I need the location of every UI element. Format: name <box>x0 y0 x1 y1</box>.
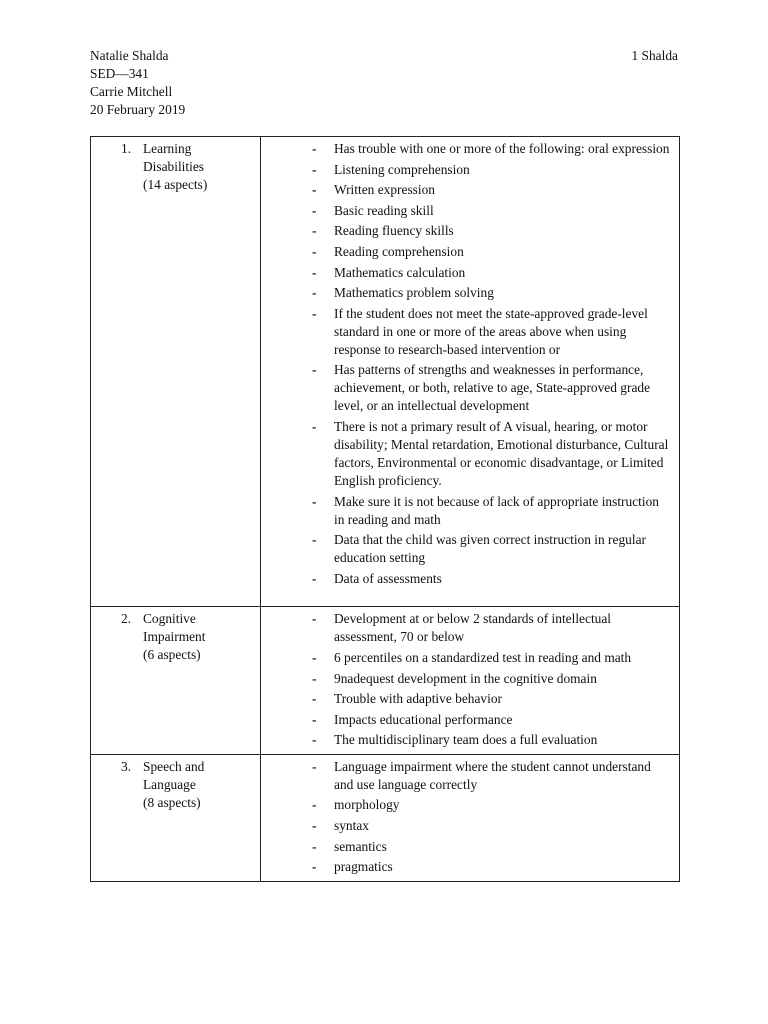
list-item <box>312 531 671 567</box>
category-label <box>91 755 260 816</box>
document-date: 20 February 2019 <box>90 102 186 117</box>
criteria-cell <box>261 754 680 881</box>
category-title-line: (6 aspects) <box>143 647 201 663</box>
bullet-dash: - <box>312 418 317 434</box>
criteria-cell <box>261 137 680 607</box>
bullet-dash: - <box>312 732 317 748</box>
category-number: 1. <box>121 141 132 156</box>
list-item-text: Listening comprehension <box>334 161 470 177</box>
list-item <box>312 361 671 415</box>
list-item-text: Written expression <box>334 182 435 198</box>
criteria-cell <box>261 607 680 755</box>
cell-spacer <box>261 592 679 606</box>
category-title <box>143 140 253 194</box>
category-title-line: Impairment <box>143 629 206 645</box>
bullet-dash: - <box>312 818 317 834</box>
bullet-dash: - <box>312 362 317 378</box>
list-item-text: If the student does not meet the state-approved grade-level standard in one or more of the areas above when using response to research-based intervention or <box>334 305 648 357</box>
category-number: 3. <box>121 758 132 774</box>
page-number: 1 Shalda <box>631 48 678 63</box>
bullet-dash: - <box>312 182 317 198</box>
list-item-text: Has trouble with one or more of the following: oral expression <box>334 141 670 156</box>
list-item-text: Basic reading skill <box>334 202 434 218</box>
list-item <box>312 858 671 876</box>
bullet-dash: - <box>312 649 317 665</box>
list-item-text: Has patterns of strengths and weaknesses in performance, achievement, or both, relative to age, State-approved grade level, or an intellectual development <box>334 362 651 414</box>
category-title-line: Disabilities <box>143 159 204 174</box>
bullet-dash: - <box>312 305 317 321</box>
list-item-text: Data of assessments <box>334 570 442 586</box>
list-item-text: There is not a primary result of A visual, hearing, or motor disability; Mental retardation, Emotional disturbance, Cultural factors, Environmental or economic disadvantage, or Limited English proficiency. <box>334 418 669 488</box>
list-item-text: The multidisciplinary team does a full evaluation <box>334 732 598 748</box>
list-item <box>312 731 671 749</box>
list-item-text: Impacts educational performance <box>334 711 513 727</box>
category-title <box>143 758 253 812</box>
criteria-list <box>261 137 679 592</box>
bullet-dash: - <box>312 670 317 686</box>
list-item <box>312 305 671 359</box>
list-item <box>312 649 671 667</box>
bullet-dash: - <box>312 264 317 280</box>
bullet-dash: - <box>312 611 317 627</box>
list-item <box>312 690 671 708</box>
instructor-name: Carrie Mitchell <box>90 84 173 99</box>
list-item-text: semantics <box>334 838 387 854</box>
list-item <box>312 243 671 261</box>
table-row <box>91 754 680 881</box>
category-title-line: Speech and <box>143 758 205 774</box>
list-item-text: pragmatics <box>334 859 393 875</box>
list-item-text: 9nadequest development in the cognitive domain <box>334 670 597 686</box>
category-title <box>143 610 253 664</box>
list-item <box>312 670 671 688</box>
list-item-text: Reading fluency skills <box>334 223 454 239</box>
criteria-list <box>261 607 679 754</box>
course-code: SED—341 <box>90 66 149 81</box>
category-cell <box>91 754 261 881</box>
list-item <box>312 161 671 179</box>
list-item <box>312 570 671 588</box>
bullet-dash: - <box>312 691 317 707</box>
author-name: Natalie Shalda <box>90 48 169 63</box>
criteria-list <box>261 755 679 881</box>
list-item <box>312 817 671 835</box>
list-item <box>312 264 671 282</box>
list-item <box>312 284 671 302</box>
bullet-dash: - <box>312 532 317 548</box>
bullet-dash: - <box>312 223 317 239</box>
table-row <box>91 137 680 607</box>
category-title-line: (14 aspects) <box>143 177 208 192</box>
list-item <box>312 222 671 240</box>
list-item <box>312 711 671 729</box>
list-item <box>312 181 671 199</box>
category-cell <box>91 137 261 607</box>
category-label <box>91 607 260 668</box>
category-title-line: Learning <box>143 141 192 156</box>
list-item-text: Trouble with adaptive behavior <box>334 691 502 707</box>
list-item-text: morphology <box>334 797 400 813</box>
list-item <box>312 796 671 814</box>
bullet-dash: - <box>312 141 317 156</box>
category-title-line: Cognitive <box>143 611 196 627</box>
list-item-text: Data that the child was given correct instruction in regular education setting <box>334 532 646 566</box>
bullet-dash: - <box>312 202 317 218</box>
bullet-dash: - <box>312 161 317 177</box>
list-item <box>312 202 671 220</box>
category-title-line: (8 aspects) <box>143 794 201 810</box>
list-item <box>312 493 671 529</box>
category-title-line: Language <box>143 776 196 792</box>
bullet-dash: - <box>312 285 317 301</box>
list-item-text: Language impairment where the student cannot understand and use language correctly <box>334 758 651 792</box>
list-item <box>312 140 671 158</box>
category-number: 2. <box>121 611 132 627</box>
list-item-text: Reading comprehension <box>334 243 464 259</box>
bullet-dash: - <box>312 797 317 813</box>
bullet-dash: - <box>312 243 317 259</box>
bullet-dash: - <box>312 570 317 586</box>
list-item-text: Development at or below 2 standards of intellectual assessment, 70 or below <box>334 611 612 645</box>
bullet-dash: - <box>312 859 317 875</box>
list-item-text: Mathematics problem solving <box>334 285 494 301</box>
bullet-dash: - <box>312 711 317 727</box>
bullet-dash: - <box>312 838 317 854</box>
list-item-text: Make sure it is not because of lack of appropriate instruction in reading and math <box>334 493 659 527</box>
bullet-dash: - <box>312 758 317 774</box>
category-label <box>91 137 260 198</box>
list-item-text: Mathematics calculation <box>334 264 466 280</box>
disability-table <box>90 136 680 882</box>
list-item-text: syntax <box>334 818 369 834</box>
list-item <box>312 418 671 490</box>
list-item <box>312 758 671 794</box>
list-item-text: 6 percentiles on a standardized test in reading and math <box>334 649 632 665</box>
bullet-dash: - <box>312 493 317 509</box>
document-header <box>90 47 680 119</box>
category-cell <box>91 607 261 755</box>
list-item <box>312 838 671 856</box>
table-row <box>91 607 680 755</box>
list-item <box>312 610 671 646</box>
